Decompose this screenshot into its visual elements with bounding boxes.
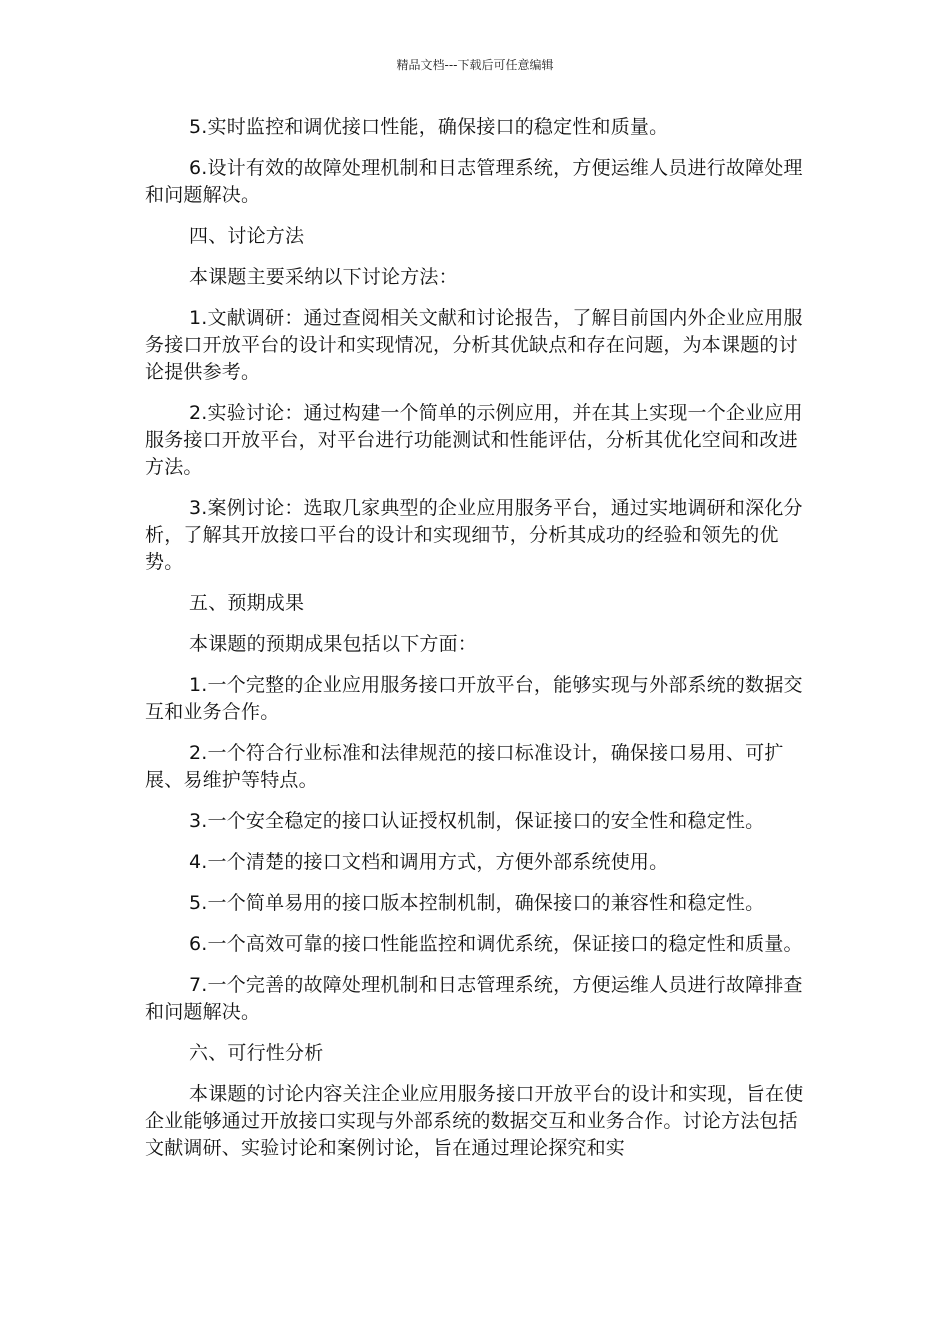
paragraph-item-6-fault-handling: 6.设计有效的故障处理机制和日志管理系统，方便运维人员进行故障处理和问题解决。 [145,157,803,206]
paragraph-item-5-monitoring: 5.实时监控和调优接口性能，确保接口的稳定性和质量。 [189,116,669,138]
page-header: 精品文档---下载后可任意编辑 [396,58,554,72]
paragraph-methods-intro: 本课题主要采纳以下讨论方法： [189,266,458,288]
section-heading-methods: 四、讨论方法 [189,225,305,247]
paragraph-outcome-4: 4.一个清楚的接口文档和调用方式，方便外部系统使用。 [189,851,669,873]
document-body [145,114,805,1176]
paragraph-outcome-2: 2.一个符合行业标准和法律规范的接口标准设计，确保接口易用、可扩展、易维护等特点。 [145,742,784,791]
paragraph-outcome-3: 3.一个安全稳定的接口认证授权机制，保证接口的安全性和稳定性。 [189,810,765,832]
paragraph-feasibility: 本课题的讨论内容关注企业应用服务接口开放平台的设计和实现，旨在使企业能够通过开放接口实现与外部系统的数据交互和业务合作。讨论方法包括文献调研、实验讨论和案例讨论，旨在通过理论探究和实 [145,1083,804,1159]
section-heading-outcomes: 五、预期成果 [189,592,305,614]
paragraph-outcomes-intro: 本课题的预期成果包括以下方面： [189,633,478,655]
paragraph-outcome-6: 6.一个高效可靠的接口性能监控和调优系统，保证接口的稳定性和质量。 [189,933,803,955]
paragraph-outcome-7: 7.一个完善的故障处理机制和日志管理系统，方便运维人员进行故障排查和问题解决。 [145,974,803,1023]
section-heading-feasibility: 六、可行性分析 [189,1042,324,1064]
paragraph-method-case-study: 3.案例讨论：选取几家典型的企业应用服务平台，通过实地调研和深化分析，了解其开放接口平台的设计和实现细节，分析其成功的经验和领先的优势。 [145,497,803,573]
paragraph-outcome-1: 1.一个完整的企业应用服务接口开放平台，能够实现与外部系统的数据交互和业务合作。 [145,674,803,723]
paragraph-method-experiment: 2.实验讨论：通过构建一个简单的示例应用，并在其上实现一个企业应用服务接口开放平台，对平台进行功能测试和性能评估，分析其优化空间和改进方法。 [145,402,803,478]
paragraph-method-literature: 1.文献调研：通过查阅相关文献和讨论报告，了解目前国内外企业应用服务接口开放平台的设计和实现情况，分析其优缺点和存在问题，为本课题的讨论提供参考。 [145,307,803,383]
paragraph-outcome-5: 5.一个简单易用的接口版本控制机制，确保接口的兼容性和稳定性。 [189,892,765,914]
